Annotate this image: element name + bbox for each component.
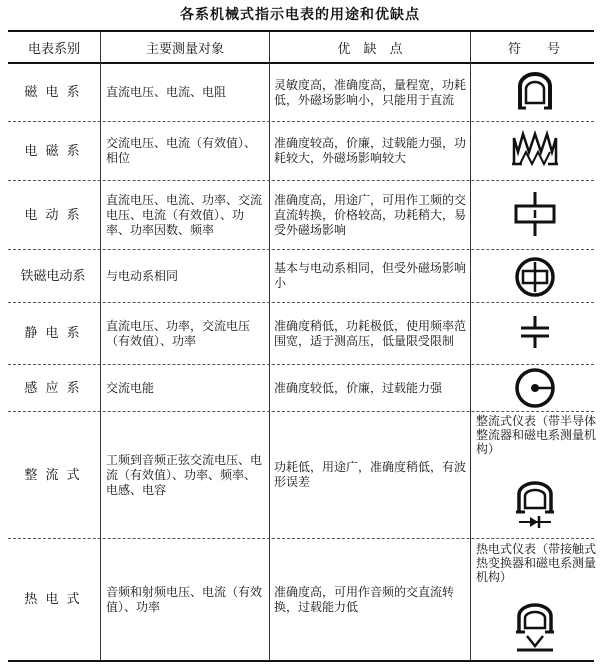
row-pros-cons: 准确度高，用途广，可用作工频的交直流转换，价格较高，功耗稍大，易受外磁场影响 bbox=[274, 192, 467, 237]
row-type: 热 电 式 bbox=[24, 592, 82, 607]
row-type: 电 动 系 bbox=[24, 207, 82, 223]
row-pros-cons: 准确度稍低，功耗极低，使用频率范围宽，适于测高压，低量限受限制 bbox=[274, 318, 467, 348]
column-divider bbox=[269, 32, 270, 660]
table-bottom-rule bbox=[8, 660, 594, 662]
table-top-rule bbox=[8, 30, 594, 32]
row-pros-cons: 准确度较低，价廉，过载能力强 bbox=[274, 380, 443, 395]
row-objects: 交流电能 bbox=[106, 380, 155, 395]
rectifier-instrument-icon bbox=[513, 482, 557, 532]
row-type: 磁 电 系 bbox=[24, 85, 82, 100]
column-divider bbox=[100, 32, 101, 660]
thermocouple-instrument-icon bbox=[513, 604, 557, 656]
row-objects: 直流电压、电流、功率、交流电压、电流（有效值）、功率、功率因数、频率 bbox=[106, 192, 263, 237]
induction-icon bbox=[513, 366, 557, 410]
row-objects: 交流电压、电流（有效值）、相位 bbox=[106, 136, 257, 165]
page-title: 各系机械式指示电表的用途和优缺点 bbox=[180, 7, 420, 23]
header-symbol: 符 号 bbox=[507, 41, 560, 57]
ferrodynamic-icon bbox=[514, 256, 556, 298]
row-type: 电 磁 系 bbox=[24, 143, 82, 159]
row-objects: 音频和射频电压、电流（有效值）、功率 bbox=[106, 584, 263, 614]
row-pros-cons: 准确度较高，价廉，过载能力强，功耗较大，外磁场影响较大 bbox=[274, 136, 467, 165]
row-type: 静 电 系 bbox=[24, 326, 82, 341]
row-objects: 直流电压、功率，交流电压（有效值）、功率 bbox=[106, 318, 251, 348]
row-pros-cons: 准确度高，可用作音频的交直流转换，过载能力低 bbox=[274, 584, 455, 614]
electrodynamic-icon bbox=[512, 190, 558, 240]
header-pros-cons: 优 缺 点 bbox=[337, 41, 403, 57]
header-type: 电表系别 bbox=[27, 41, 80, 57]
row-type: 整 流 式 bbox=[24, 467, 82, 483]
electrostatic-icon bbox=[518, 314, 552, 352]
row-objects: 与电动系相同 bbox=[106, 268, 179, 283]
header-objects: 主要测量对象 bbox=[145, 41, 224, 57]
row-pros-cons: 基本与电动系相同，但受外磁场影响小 bbox=[274, 261, 467, 290]
magnetoelectric-icon bbox=[515, 72, 555, 112]
symbol-note: 整流式仪表（带半导体整流器和磁电系测量机构） bbox=[476, 414, 597, 456]
electromagnetic-icon bbox=[510, 130, 560, 172]
row-objects: 工频到音频正弦交流电压、电流（有效值）、功率、频率、电感、电容 bbox=[106, 452, 263, 497]
symbol-note: 热电式仪表（带接触式热变换器和磁电系测量机构） bbox=[476, 542, 597, 584]
row-type: 铁磁电动系 bbox=[20, 268, 86, 284]
row-objects: 直流电压、电流、电阻 bbox=[106, 85, 227, 99]
row-pros-cons: 灵敏度高，准确度高，量程宽，功耗低，外磁场影响小，只能用于直流 bbox=[274, 77, 467, 107]
row-type: 感 应 系 bbox=[24, 380, 82, 396]
column-divider bbox=[470, 32, 471, 660]
row-pros-cons: 功耗低，用途广，准确度稍低，有波形误差 bbox=[274, 460, 467, 489]
